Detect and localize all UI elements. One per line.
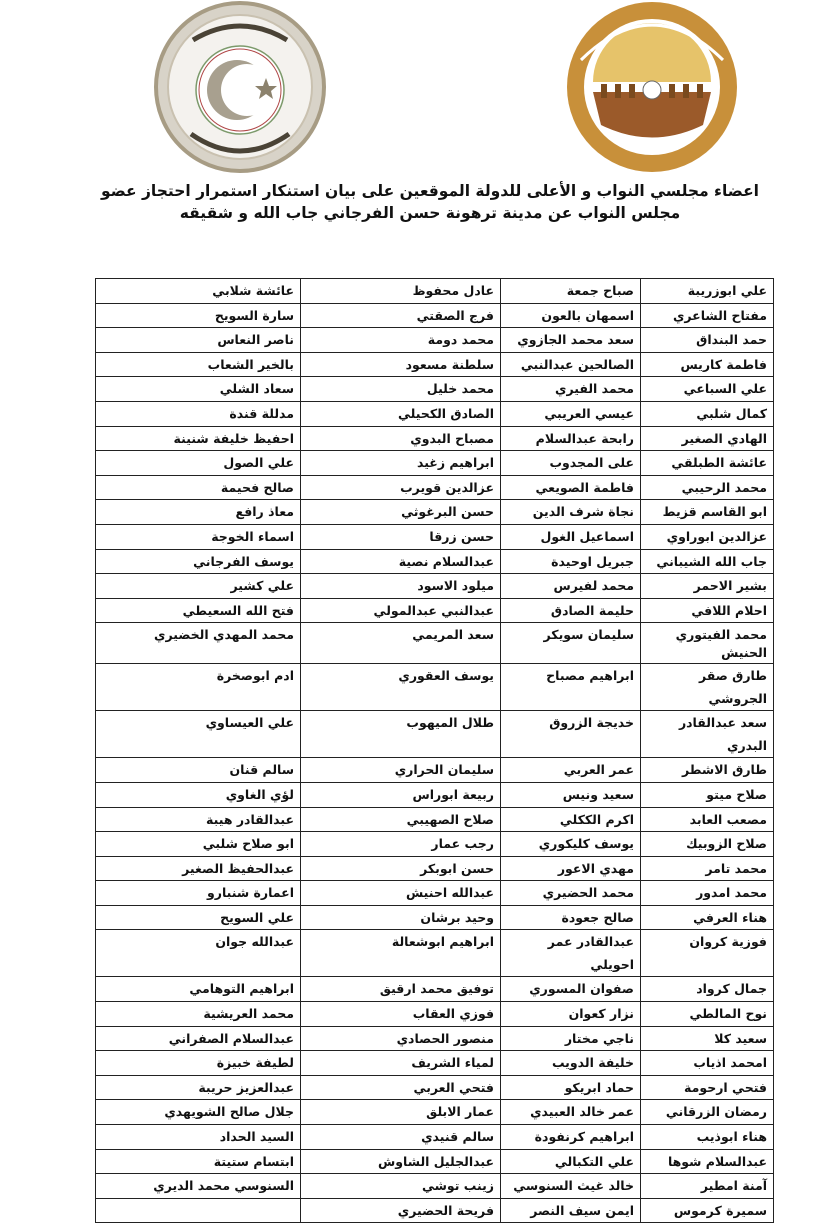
member-name-cell: طارق صقر الجروشي [641,664,774,711]
member-name-cell: الصادق الكحيلي [301,401,501,426]
table-row [96,856,774,881]
table-row [96,377,774,402]
member-name-cell: صالح فحيمة [96,475,301,500]
member-name-cell: ابراهيم زغيد [301,451,501,476]
member-name-cell: حسن زرقا [301,524,501,549]
member-name-cell: هناء ابوذيب [641,1125,774,1150]
member-name-cell: سالم قنان [96,758,301,783]
member-name-cell: احفيظ خليفة شنينة [96,426,301,451]
member-name-cell: نوح المالطي [641,1002,774,1027]
table-row [96,807,774,832]
table-row [96,711,774,758]
table-row [96,623,774,664]
member-name-cell: احلام اللافي [641,598,774,623]
member-name-cell: وحيد برشان [301,905,501,930]
member-name-cell: حسن البرغوثي [301,500,501,525]
member-name-cell: ادم ابوصخرة [96,664,301,711]
member-name-cell: فاطمة الصويعي [501,475,641,500]
member-name-cell: لمياء الشريف [301,1051,501,1076]
member-name-cell: علي السباعي [641,377,774,402]
member-name-cell: سعد محمد الجازوي [501,328,641,353]
member-name-cell: خليفة الدويب [501,1051,641,1076]
table-row [96,574,774,599]
signatories-table-body [96,279,774,1223]
table-row [96,1075,774,1100]
member-name-cell: صلاح الزوبيك [641,832,774,857]
member-name-cell: ابو القاسم قزيط [641,500,774,525]
member-name-cell: عمر خالد العبيدي [501,1100,641,1125]
member-name-cell: مدللة قندة [96,401,301,426]
member-name-cell: سعاد الشلي [96,377,301,402]
member-name-cell: فتح الله السعيطي [96,598,301,623]
member-name-cell: نزار كعوان [501,1002,641,1027]
signatories-table [95,278,774,1223]
table-row [96,426,774,451]
member-name-cell: سعيد ونيس [501,782,641,807]
member-name-cell: ايمن سيف النصر [501,1198,641,1223]
table-row [96,451,774,476]
document-title-line-2: مجلس النواب عن مدينة ترهونة حسن الفرجاني جاب الله و شقيقه [179,204,681,222]
member-name-cell: محمد الفيتوري الحنيش [641,623,774,664]
member-name-cell: عمر العربي [501,758,641,783]
member-name-cell: عبدالله احنيش [301,881,501,906]
member-name-cell: صفوان المسوري [501,977,641,1002]
member-name-cell: جلال صالح الشويهدي [96,1100,301,1125]
member-name-cell: محمد تامر [641,856,774,881]
member-name-cell: علي ابوزريبة [641,279,774,304]
member-name-cell: سعيد كلا [641,1026,774,1051]
house-of-representatives-logo [563,0,741,174]
member-name-cell: الصالحين عبدالنبي [501,352,641,377]
table-row [96,1051,774,1076]
member-name-cell: خديجة الزروق [501,711,641,758]
member-name-cell: صلاح ميتو [641,782,774,807]
member-name-cell: الهادي الصغير [641,426,774,451]
member-name-cell: محمد العريشية [96,1002,301,1027]
table-row [96,664,774,711]
member-name-cell: سليمان الحراري [301,758,501,783]
member-name-cell: محمد الرحيبي [641,475,774,500]
member-name-cell: عبدالعزيز حريبة [96,1075,301,1100]
member-name-cell: يوسف الفرجاني [96,549,301,574]
member-name-cell: يوسف العقوري [301,664,501,711]
member-name-cell: مهدي الاعور [501,856,641,881]
member-name-cell: سارة السويح [96,303,301,328]
member-name-cell: خالد غيث السنوسي [501,1174,641,1199]
member-name-cell: رابحة عبدالسلام [501,426,641,451]
member-name-cell: صالح جعودة [501,905,641,930]
member-name-cell: سلطنة مسعود [301,352,501,377]
member-name-cell: ابراهيم التوهامي [96,977,301,1002]
table-row [96,1149,774,1174]
member-name-cell: عزالدين ابوراوي [641,524,774,549]
member-name-cell: ربيعة ابوراس [301,782,501,807]
member-name-cell: ابو صلاح شلبي [96,832,301,857]
member-name-cell: سعد المريمي [301,623,501,664]
member-name-cell: يوسف كليكوري [501,832,641,857]
table-row [96,352,774,377]
member-name-cell: محمد امدور [641,881,774,906]
member-name-cell: علي العيساوي [96,711,301,758]
table-row [96,1174,774,1199]
table-row [96,328,774,353]
member-name-cell: رجب عمار [301,832,501,857]
member-name-cell: فتحي العربي [301,1075,501,1100]
table-row [96,1026,774,1051]
table-row [96,598,774,623]
member-name-cell: محمد خليل [301,377,501,402]
member-name-cell: لطيفة خبيزة [96,1051,301,1076]
member-name-cell: ابراهيم مصباح [501,664,641,711]
member-name-cell: اسمهان بالعون [501,303,641,328]
member-name-cell: كمال شلبي [641,401,774,426]
member-name-cell: فرج الصقتي [301,303,501,328]
member-name-cell: سعد عبدالقادر البدري [641,711,774,758]
member-name-cell: عبدالسلام الصفراني [96,1026,301,1051]
table-row [96,475,774,500]
table-row [96,524,774,549]
member-name-cell: فوزية كروان [641,930,774,977]
member-name-cell: مصعب العابد [641,807,774,832]
member-name-cell: زينب توشي [301,1174,501,1199]
table-row [96,1002,774,1027]
member-name-cell: السيد الحداد [96,1125,301,1150]
member-name-cell: معاذ رافع [96,500,301,525]
table-row [96,303,774,328]
member-name-cell: فتحي ارحومة [641,1075,774,1100]
member-name-cell: هناء العرفي [641,905,774,930]
document-title-line-1: اعضاء مجلسي النواب و الأعلى للدولة الموقعين على بيان استنكار استمرار احتجاز عضو [101,182,759,200]
member-name-cell: جاب الله الشيباني [641,549,774,574]
member-name-cell: سالم قنيدي [301,1125,501,1150]
member-name-cell: محمد المهدي الخضيري [96,623,301,664]
member-name-cell: مفتاح الشاعري [641,303,774,328]
high-council-of-state-logo [153,0,327,174]
member-name-cell: عبدالنبي عبدالمولي [301,598,501,623]
member-name-cell: محمد الفيري [501,377,641,402]
member-name-cell: علي التكبالي [501,1149,641,1174]
member-name-cell: حليمة الصادق [501,598,641,623]
member-name-cell: عبدالقادر هيبة [96,807,301,832]
member-name-cell: ناصر النعاس [96,328,301,353]
member-name-cell: اكرم الككلي [501,807,641,832]
member-name-cell: فاطمة كاريس [641,352,774,377]
member-name-cell: بالخير الشعاب [96,352,301,377]
member-name-cell: عيسي العريبي [501,401,641,426]
table-row [96,782,774,807]
member-name-cell: اسماعيل الغول [501,524,641,549]
member-name-cell: صباح جمعة [501,279,641,304]
member-name-cell: امحمد اذياب [641,1051,774,1076]
member-name-cell: فريحة الحضيري [301,1198,501,1223]
member-name-cell: حماد ابريكو [501,1075,641,1100]
table-row [96,1100,774,1125]
member-name-cell: محمد لفيرس [501,574,641,599]
member-name-cell: عبدالقادر عمر احويلي [501,930,641,977]
member-name-cell: فوزي العقاب [301,1002,501,1027]
member-name-cell: السنوسي محمد الديري [96,1174,301,1199]
member-name-cell: حسن ابوبكر [301,856,501,881]
member-name-cell: محمد الحضيري [501,881,641,906]
table-row [96,832,774,857]
member-name-cell: عادل محفوظ [301,279,501,304]
table-row [96,758,774,783]
member-name-cell: علي الصول [96,451,301,476]
table-row [96,881,774,906]
member-name-cell: طلال الميهوب [301,711,501,758]
member-name-cell: ابراهيم كرنفودة [501,1125,641,1150]
member-name-cell: ابراهيم ابوشعالة [301,930,501,977]
member-name-cell: صلاح الصهيبي [301,807,501,832]
member-name-cell: عبدالجليل الشاوش [301,1149,501,1174]
table-row [96,279,774,304]
member-name-cell: ميلود الاسود [301,574,501,599]
member-name-cell: علي السويح [96,905,301,930]
member-name-cell: عمار الابلق [301,1100,501,1125]
member-name-cell: بشير الاحمر [641,574,774,599]
table-row [96,977,774,1002]
table-row [96,905,774,930]
member-name-cell: على المجدوب [501,451,641,476]
member-name-cell: رمضان الزرقاني [641,1100,774,1125]
member-name-cell: جمال كرواد [641,977,774,1002]
member-name-cell: علي كشير [96,574,301,599]
member-name-cell: اعمارة شنبارو [96,881,301,906]
member-name-cell: عبدالحفيظ الصغير [96,856,301,881]
member-name-cell: آمنة امطير [641,1174,774,1199]
member-name-cell: طارق الاشطر [641,758,774,783]
member-name-cell: ناجي مختار [501,1026,641,1051]
member-name-cell: ابتسام ستيتة [96,1149,301,1174]
member-name-cell: سميرة كرموس [641,1198,774,1223]
member-name-cell: توفيق محمد ارقيق [301,977,501,1002]
member-name-cell: مصباح البدوي [301,426,501,451]
member-name-cell: سليمان سويكر [501,623,641,664]
member-name-cell: محمد دومة [301,328,501,353]
member-name-cell: عبدالسلام شوها [641,1149,774,1174]
member-name-cell: حمد البنداق [641,328,774,353]
table-row [96,500,774,525]
table-row [96,401,774,426]
member-name-cell: لؤي الغاوي [96,782,301,807]
table-row [96,549,774,574]
member-name-cell: عزالدين قويرب [301,475,501,500]
member-name-cell: منصور الحصادي [301,1026,501,1051]
member-name-cell: عائشة شلابي [96,279,301,304]
table-row [96,930,774,977]
member-name-cell: عائشة الطبلقي [641,451,774,476]
member-name-cell: عبدالسلام نصية [301,549,501,574]
member-name-cell: جبريل اوحيدة [501,549,641,574]
member-name-cell: اسماء الخوجة [96,524,301,549]
member-name-cell: نجاة شرف الدين [501,500,641,525]
table-row [96,1125,774,1150]
member-name-cell: عبدالله جوان [96,930,301,977]
